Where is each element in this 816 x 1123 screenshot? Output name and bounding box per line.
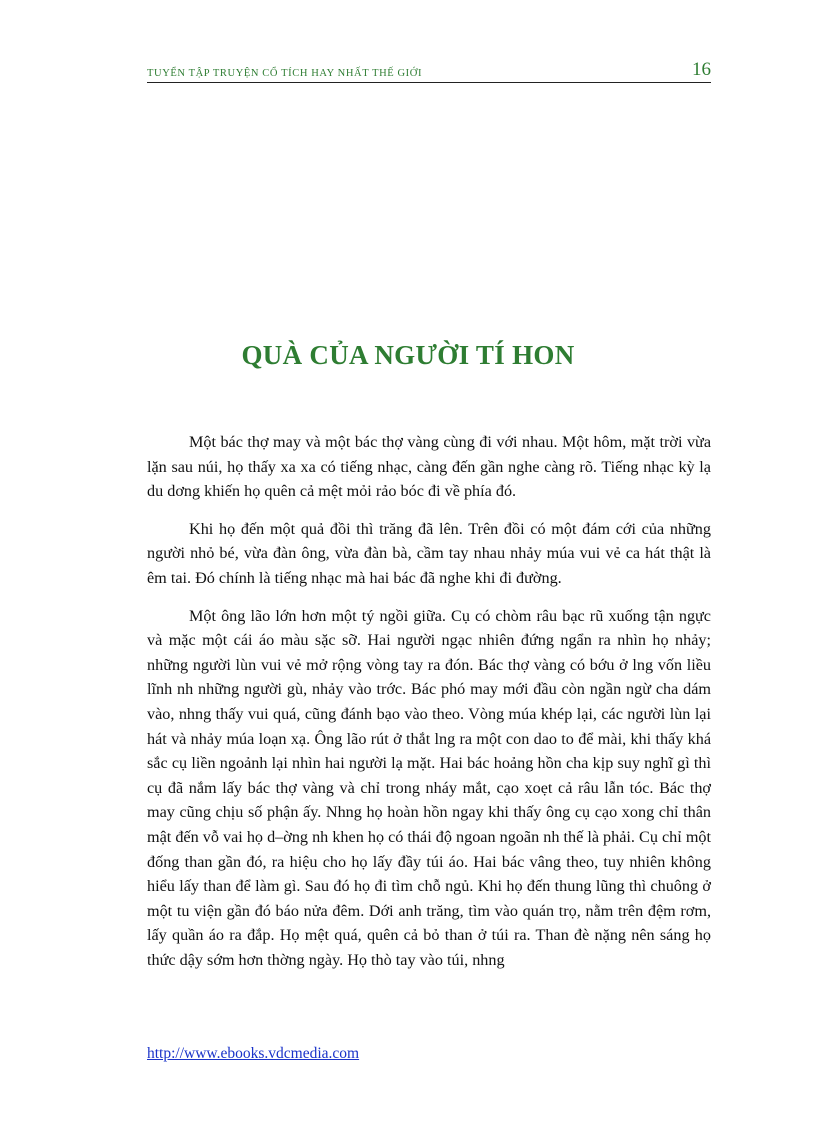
footer-website-link[interactable]: http://www.ebooks.vdcmedia.com bbox=[147, 1045, 360, 1062]
running-header bbox=[147, 60, 711, 83]
book-title: TUYỂN TẬP TRUYỆN CỔ TÍCH HAY NHẤT THẾ GIỚI bbox=[147, 68, 423, 79]
paragraph-3: Một ông lão lớn hơn một tý ngồi giữa. Cụ có chòm râu bạc rũ xuống tận ngực và mặc một cái áo màu sặc sỡ. Hai người ngạc nhiên đứng ngẩn ra nhìn họ nhảy; những người lùn vui vẻ mở rộng vòng tay ra đón. Bác thợ vàng có bớu ở lng vốn liều lĩnh nh những người gù, nhảy vào trớc. Bác phó may mới đầu còn ngần ngừ cha dám vào, nhng thấy vui quá, cũng đánh bạo vào theo. Vòng múa khép lại, các người lùn lại hát và nhảy múa loạn xạ. Ông lão rút ở thắt lng ra một con dao to để mài, khi thấy khá sắc cụ liền ngoảnh lại nhìn hai người lạ mặt. Hai bác hoảng hồn cha kịp suy nghĩ gì thì cụ đã nắm lấy bác thợ vàng và chỉ trong nháy mắt, cạo xoẹt cả râu lẫn tóc. Bác thợ may cũng chịu số phận ấy. Nhng họ hoàn hồn ngay khi thấy ông cụ cạo xong chỉ thân mật đến vỗ vai họ d–ờng nh khen họ có thái độ ngoan ngoãn nh thế là phải. Cụ chỉ một đống than gần đó, ra hiệu cho họ lấy đầy túi áo. Hai bác vâng theo, tuy nhiên không hiểu lấy than để làm gì. Sau đó họ đi tìm chỗ ngủ. Khi họ đến thung lũng thì chuông ở một tu viện gần đó báo nửa đêm. Dới anh trăng, tìm vào quán trọ, nằm trên đệm rơm, lấy quần áo ra đắp. Họ mệt quá, quên cả bỏ than ở túi ra. Than đè nặng nên sáng họ thức dậy sớm hơn thờng ngày. Họ thò tay vào túi, nhng bbox=[147, 606, 711, 969]
story-title: QUÀ CỦA NGƯỜI TÍ HON bbox=[241, 340, 575, 370]
page-number: 16 bbox=[692, 59, 711, 80]
paragraph-2: Khi họ đến một quả đồi thì trăng đã lên. Trên đồi có một đám cới của những người nhỏ bé, vừa đàn ông, vừa đàn bà, cầm tay nhau nhảy múa vui vẻ ca hát thật là êm tai. Đó chính là tiếng nhạc mà hai bác đã nghe khi đi đường. bbox=[147, 519, 711, 587]
story-body bbox=[147, 430, 711, 985]
paragraph-1: Một bác thợ may và một bác thợ vàng cùng đi với nhau. Một hôm, mặt trời vừa lặn sau núi, họ thấy xa xa có tiếng nhạc, càng đến gần nghe càng rõ. Tiếng nhạc kỳ lạ du dơng khiến họ quên cả mệt mỏi rảo bóc đi về phía đó. bbox=[147, 433, 711, 501]
